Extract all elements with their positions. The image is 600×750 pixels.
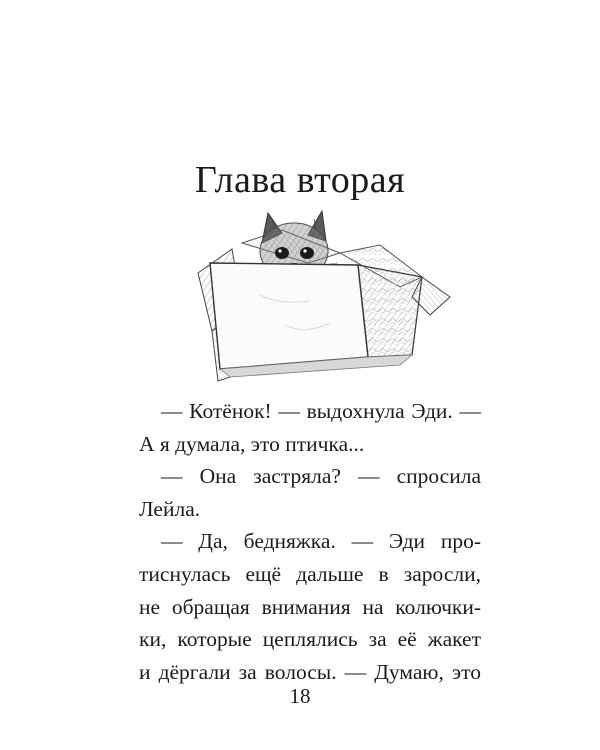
text-line: ки, которые цеплялись за её жакет [139, 627, 481, 652]
text-line: и дёргали за волосы. — Думаю, это [139, 659, 481, 684]
text-line: Лейла. [139, 496, 201, 521]
page-number: 18 [289, 684, 311, 708]
text-line: тиснулась ещё дальше в заросли, [139, 561, 481, 586]
chapter-title: Глава вторая [194, 159, 406, 201]
text-line: не обращая внимания на колючки- [139, 594, 481, 619]
text-line: — Да, бедняжка. — Эди про- [161, 529, 481, 554]
box-front [198, 249, 450, 381]
kitten-in-box-illustration [190, 205, 460, 383]
body-text [139, 395, 481, 688]
text-line: — Котёнок! — выдохнула Эди. — [161, 399, 481, 423]
text-line: А я думала, это птичка... [139, 431, 365, 456]
text-line: — Она застряла? — спросила [161, 464, 481, 489]
